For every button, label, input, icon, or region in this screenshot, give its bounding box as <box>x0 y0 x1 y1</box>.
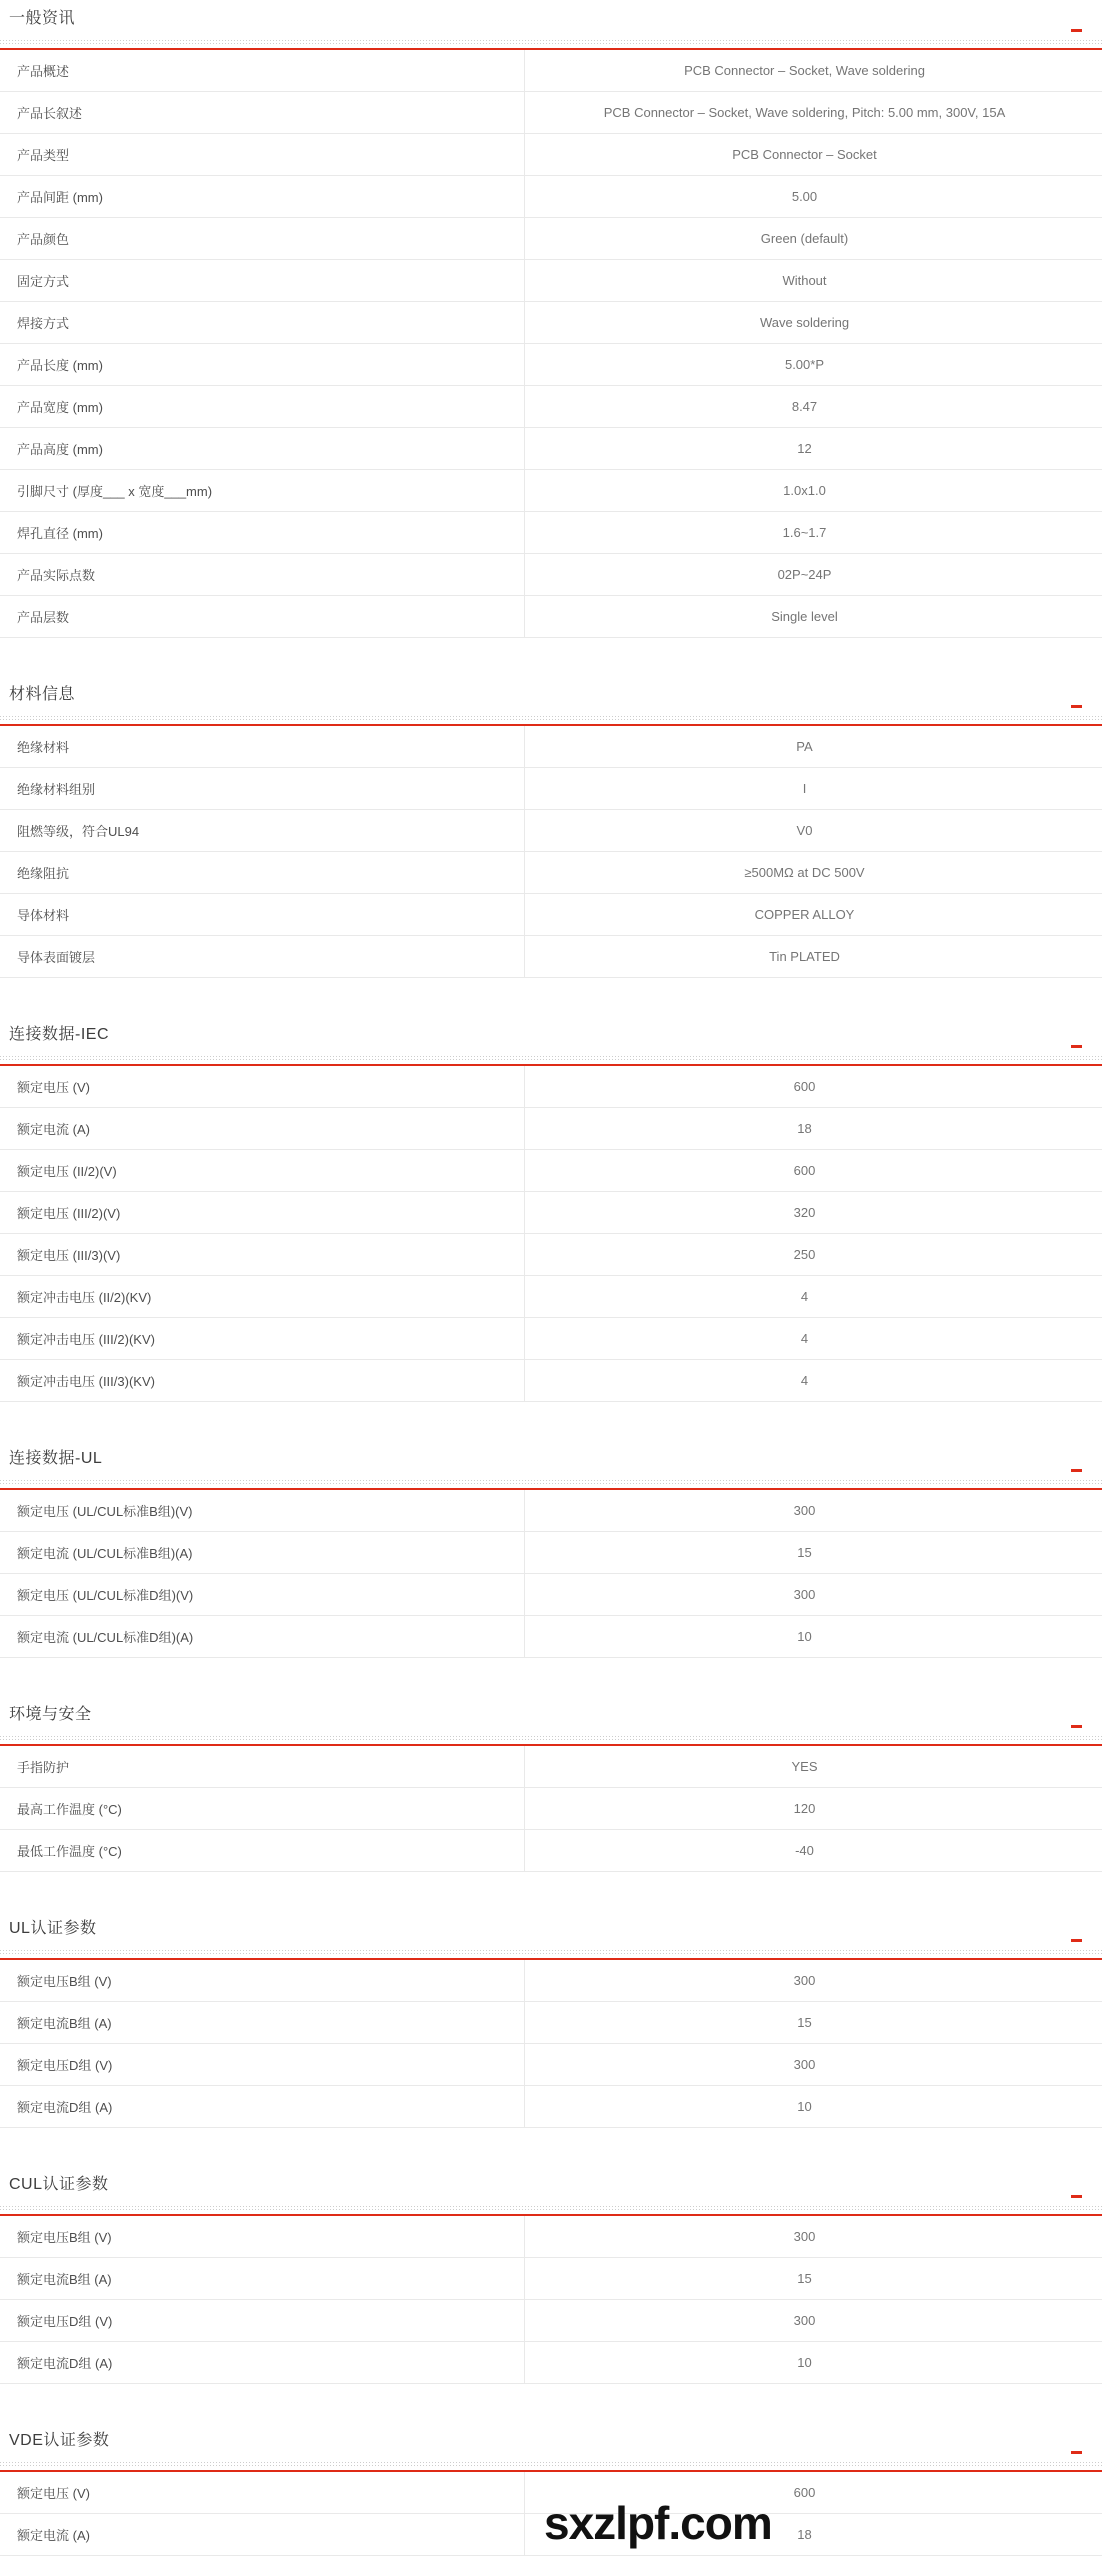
row-value: 300 <box>793 1503 816 1518</box>
watermark: sxzlpf.com <box>544 2497 772 2549</box>
row-label: 导体表面镀层 <box>0 936 525 977</box>
collapse-minus-icon[interactable] <box>1071 29 1082 32</box>
section-title: 环境与安全 <box>9 1706 92 1723</box>
row-value: 4 <box>800 1373 809 1388</box>
table-row <box>0 894 1102 936</box>
row-value: 10 <box>797 2355 812 2370</box>
collapse-minus-icon[interactable] <box>1071 1725 1082 1728</box>
row-label: 产品高度 (mm) <box>0 428 525 469</box>
table-row <box>0 726 1102 768</box>
row-value: 02P~24P <box>777 567 832 582</box>
row-label: 产品颜色 <box>0 218 525 259</box>
row-label: 额定电压 (V) <box>0 2472 525 2513</box>
section-title: 连接数据-IEC <box>9 1026 110 1043</box>
row-value: PCB Connector – Socket, Wave soldering, Pitch: 5.00 mm, 300V, 15A <box>603 105 1006 120</box>
table-row <box>0 1830 1102 1872</box>
spec-table <box>0 1746 1102 1872</box>
table-row <box>0 768 1102 810</box>
row-label: 阻燃等级，符合UL94 <box>0 810 525 851</box>
section-header <box>0 2430 1102 2462</box>
sections-container <box>0 8 1102 2556</box>
table-row <box>0 2086 1102 2128</box>
row-label: 焊接方式 <box>0 302 525 343</box>
row-label: 额定电压B组 (V) <box>0 2216 525 2257</box>
row-label: 焊孔直径 (mm) <box>0 512 525 553</box>
section <box>0 2174 1102 2384</box>
table-row <box>0 1574 1102 1616</box>
table-row <box>0 596 1102 638</box>
table-row <box>0 470 1102 512</box>
collapse-minus-icon[interactable] <box>1071 1045 1082 1048</box>
table-row <box>0 1788 1102 1830</box>
collapse-minus-icon[interactable] <box>1071 1939 1082 1942</box>
row-label: 额定电压D组 (V) <box>0 2044 525 2085</box>
table-row <box>0 92 1102 134</box>
row-value: PCB Connector – Socket <box>732 147 877 162</box>
table-row <box>0 428 1102 470</box>
table-row <box>0 1108 1102 1150</box>
row-value: 300 <box>793 2229 816 2244</box>
row-label: 额定冲击电压 (III/2)(KV) <box>0 1318 525 1359</box>
row-label: 额定电流 (UL/CUL标准D组)(A) <box>0 1616 525 1657</box>
row-value: 250 <box>793 1247 816 1262</box>
row-label: 导体材料 <box>0 894 525 935</box>
section <box>0 1024 1102 1402</box>
row-value: PCB Connector – Socket, Wave soldering <box>684 63 925 78</box>
row-label: 最高工作温度 (°C) <box>0 1788 525 1829</box>
section <box>0 684 1102 978</box>
table-row <box>0 1150 1102 1192</box>
row-value: Green (default) <box>760 231 849 246</box>
table-row <box>0 554 1102 596</box>
row-label: 固定方式 <box>0 260 525 301</box>
row-value: 600 <box>793 2485 816 2500</box>
spec-table <box>0 726 1102 978</box>
table-row <box>0 1532 1102 1574</box>
row-label: 产品长叙述 <box>0 92 525 133</box>
section-divider-dotted-line <box>0 1056 1102 1061</box>
row-value: 4 <box>800 1289 809 1304</box>
table-row <box>0 2342 1102 2384</box>
row-label: 额定电压 (UL/CUL标准B组)(V) <box>0 1490 525 1531</box>
row-label: 额定冲击电压 (II/2)(KV) <box>0 1276 525 1317</box>
table-row <box>0 1234 1102 1276</box>
collapse-minus-icon[interactable] <box>1071 705 1082 708</box>
section-title: 材料信息 <box>9 686 76 703</box>
table-row <box>0 1616 1102 1658</box>
section-title: 连接数据-UL <box>9 1450 103 1467</box>
section-title: CUL认证参数 <box>9 2176 109 2193</box>
table-row <box>0 936 1102 978</box>
row-label: 产品类型 <box>0 134 525 175</box>
table-row <box>0 386 1102 428</box>
spec-table <box>0 1960 1102 2128</box>
section <box>0 8 1102 638</box>
section-divider-dotted-line <box>0 1736 1102 1741</box>
table-row <box>0 1276 1102 1318</box>
table-row <box>0 512 1102 554</box>
row-label: 绝缘材料 <box>0 726 525 767</box>
row-label: 额定电流 (UL/CUL标准B组)(A) <box>0 1532 525 1573</box>
table-row <box>0 1318 1102 1360</box>
row-value: YES <box>791 1759 818 1774</box>
row-label: 引脚尺寸 (厚度___ x 宽度___mm) <box>0 470 525 511</box>
row-value: 15 <box>797 1545 812 1560</box>
row-value: PA <box>796 739 813 754</box>
row-value: 600 <box>793 1163 816 1178</box>
row-value: 300 <box>793 1587 816 1602</box>
table-row <box>0 2044 1102 2086</box>
section <box>0 1918 1102 2128</box>
table-row <box>0 344 1102 386</box>
row-value: Single level <box>771 609 838 624</box>
row-label: 额定冲击电压 (III/3)(KV) <box>0 1360 525 1401</box>
row-label: 产品间距 (mm) <box>0 176 525 217</box>
table-row <box>0 134 1102 176</box>
row-label: 额定电流 (A) <box>0 2514 525 2555</box>
table-row <box>0 810 1102 852</box>
row-value: 8.47 <box>791 399 818 414</box>
row-label: 额定电压 (UL/CUL标准D组)(V) <box>0 1574 525 1615</box>
section-header <box>0 1448 1102 1480</box>
row-label: 产品层数 <box>0 596 525 637</box>
row-value: 5.00*P <box>784 357 825 372</box>
section-title: 一般资讯 <box>9 10 76 27</box>
row-label: 额定电流D组 (A) <box>0 2086 525 2127</box>
row-label: 产品长度 (mm) <box>0 344 525 385</box>
table-row <box>0 852 1102 894</box>
row-label: 产品实际点数 <box>0 554 525 595</box>
row-value: Wave soldering <box>759 315 850 330</box>
section-header <box>0 2174 1102 2206</box>
collapse-minus-icon[interactable] <box>1071 1469 1082 1472</box>
row-value: V0 <box>796 823 813 838</box>
row-value: 5.00 <box>791 189 818 204</box>
row-value: -40 <box>795 1843 814 1858</box>
row-value: 15 <box>797 2015 812 2030</box>
spec-table <box>0 2216 1102 2384</box>
row-value: 300 <box>793 2313 816 2328</box>
table-row <box>0 1066 1102 1108</box>
spec-table <box>0 1490 1102 1658</box>
collapse-minus-icon[interactable] <box>1071 2195 1082 2198</box>
row-value: 300 <box>793 2057 816 2072</box>
row-label: 额定电压 (V) <box>0 1066 525 1107</box>
table-row <box>0 1360 1102 1402</box>
table-row <box>0 260 1102 302</box>
row-value: Tin PLATED <box>769 949 840 964</box>
table-row <box>0 2216 1102 2258</box>
table-row <box>0 2258 1102 2300</box>
table-row <box>0 50 1102 92</box>
row-label: 额定电流B组 (A) <box>0 2002 525 2043</box>
row-value: I <box>802 781 807 796</box>
section-header <box>0 1024 1102 1056</box>
section <box>0 1704 1102 1872</box>
table-row <box>0 1960 1102 2002</box>
row-label: 额定电压B组 (V) <box>0 1960 525 2001</box>
section-header <box>0 1704 1102 1736</box>
spec-table <box>0 50 1102 638</box>
row-label: 额定电压 (III/3)(V) <box>0 1234 525 1275</box>
row-value: 1.6~1.7 <box>782 525 827 540</box>
section-header <box>0 684 1102 716</box>
row-value: Without <box>782 273 827 288</box>
table-row <box>0 218 1102 260</box>
table-row <box>0 1746 1102 1788</box>
row-value: COPPER ALLOY <box>754 907 855 922</box>
row-label: 额定电压 (II/2)(V) <box>0 1150 525 1191</box>
row-label: 绝缘材料组别 <box>0 768 525 809</box>
row-value: 600 <box>793 1079 816 1094</box>
row-label: 手指防护 <box>0 1746 525 1787</box>
table-row <box>0 1490 1102 1532</box>
row-value: 10 <box>797 1629 812 1644</box>
row-value: 18 <box>797 2527 812 2542</box>
table-row <box>0 2002 1102 2044</box>
table-row <box>0 176 1102 218</box>
row-label: 额定电压D组 (V) <box>0 2300 525 2341</box>
row-label: 产品宽度 (mm) <box>0 386 525 427</box>
section-header <box>0 1918 1102 1950</box>
row-label: 额定电流B组 (A) <box>0 2258 525 2299</box>
row-value: 300 <box>793 1973 816 1988</box>
row-label: 额定电压 (III/2)(V) <box>0 1192 525 1233</box>
row-value: 320 <box>793 1205 816 1220</box>
row-label: 额定电流 (A) <box>0 1108 525 1149</box>
section-divider-dotted-line <box>0 1480 1102 1485</box>
row-label: 最低工作温度 (°C) <box>0 1830 525 1871</box>
row-label: 绝缘阻抗 <box>0 852 525 893</box>
section-header <box>0 8 1102 40</box>
row-value: 4 <box>800 1331 809 1346</box>
section-divider-dotted-line <box>0 2462 1102 2467</box>
row-value: 12 <box>797 441 812 456</box>
row-value: 10 <box>797 2099 812 2114</box>
collapse-minus-icon[interactable] <box>1071 2451 1082 2454</box>
section-divider-dotted-line <box>0 2206 1102 2211</box>
row-value: 18 <box>797 1121 812 1136</box>
row-label: 产品概述 <box>0 50 525 91</box>
table-row <box>0 2300 1102 2342</box>
section-divider-dotted-line <box>0 716 1102 721</box>
row-label: 额定电流D组 (A) <box>0 2342 525 2383</box>
row-value: 120 <box>793 1801 816 1816</box>
section-title: UL认证参数 <box>9 1920 97 1937</box>
row-value: ≥500MΩ at DC 500V <box>744 865 865 880</box>
section-divider-dotted-line <box>0 1950 1102 1955</box>
row-value: 1.0x1.0 <box>783 483 826 498</box>
table-row <box>0 1192 1102 1234</box>
section-divider-dotted-line <box>0 40 1102 45</box>
spec-table <box>0 1066 1102 1402</box>
section-title: VDE认证参数 <box>9 2432 110 2449</box>
row-value: 15 <box>797 2271 812 2286</box>
section <box>0 1448 1102 1658</box>
table-row <box>0 302 1102 344</box>
